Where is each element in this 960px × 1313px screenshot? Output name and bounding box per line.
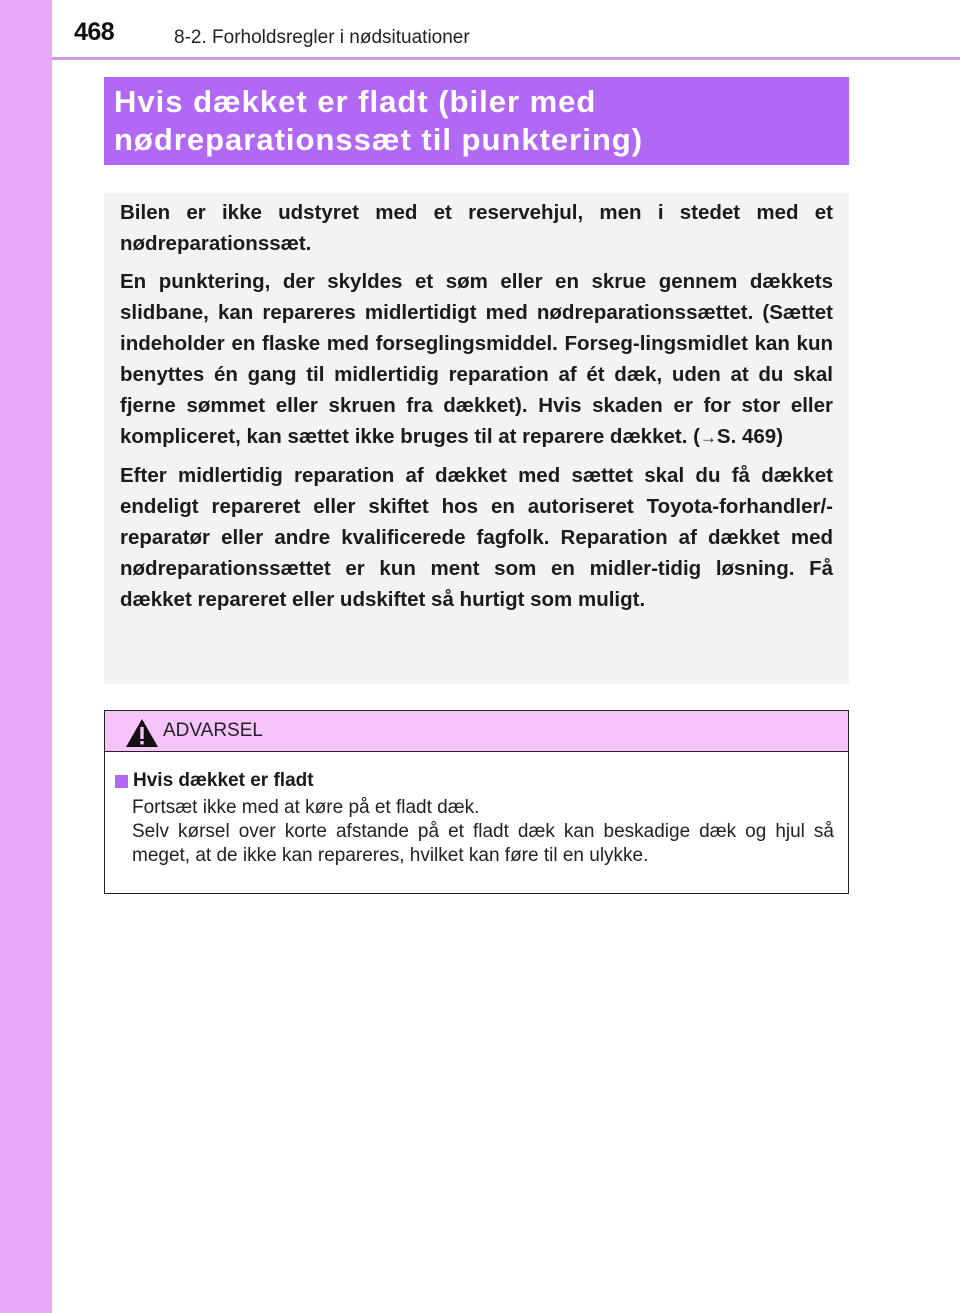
square-bullet-icon	[115, 775, 128, 788]
intro-paragraph-1: Bilen er ikke udstyret med et reservehjul, men i stedet med et nødreparationssæt.	[120, 201, 833, 255]
warning-line-2: Selv kørsel over korte afstande på et fladt dæk kan beskadige dæk og hjul så meget, at de ikke kan repareres, hvilket kan føre til en ulykke.	[132, 821, 834, 866]
warning-heading	[115, 769, 834, 793]
side-color-strip	[0, 0, 52, 1313]
intro-paragraph-2	[120, 266, 833, 453]
reference-arrow-icon: →	[699, 428, 717, 447]
intro-paragraph-3: Efter midlertidig reparation af dækket med sættet skal du få dækket endeligt repareret eller skiftet hos en autoriseret Toyota-forhandler/-reparatør eller andre kvalificerede fagfolk. Reparation af dækket med nødreparationssættet er kun ment som en midler-tidig løsning. Få dækket repareret eller udskiftet så hurtigt som muligt.	[120, 464, 833, 611]
warning-header	[105, 711, 848, 752]
section-title-line-2: nødreparationssæt til punktering)	[114, 122, 644, 157]
page-reference-link[interactable]: S. 469)	[716, 425, 784, 448]
warning-label: ADVARSEL	[163, 720, 263, 741]
section-title-line-1: Hvis dækket er fladt (biler med	[114, 84, 597, 119]
warning-text	[132, 796, 834, 868]
warning-body	[105, 752, 848, 868]
warning-heading-text: Hvis dækket er fladt	[133, 770, 314, 791]
section-title	[104, 77, 849, 165]
chapter-title: 8-2. Forholdsregler i nødsituationer	[174, 27, 470, 48]
warning-triangle-icon	[125, 718, 159, 748]
intro-box	[104, 193, 849, 684]
warning-box	[104, 710, 849, 894]
header-divider	[52, 57, 960, 60]
intro-paragraph-2-text: En punktering, der skyldes et søm eller en skrue gennem dækkets slidbane, kan repareres midlertidigt med nødreparationssættet. (Sættet indeholder en flaske med forseglingsmiddel. Forseg-lingsmidlet kan kun benyttes én gang til midlertidig reparation af ét dæk, uden at du skal fjerne sømmet eller skruen fra dækket). Hvis skaden er for stor eller kompliceret, kan sættet ikke bruges til at reparere dækket. (	[120, 270, 833, 448]
warning-line-1: Fortsæt ikke med at køre på et fladt dæk.	[132, 797, 480, 818]
page-number: 468	[74, 18, 115, 46]
